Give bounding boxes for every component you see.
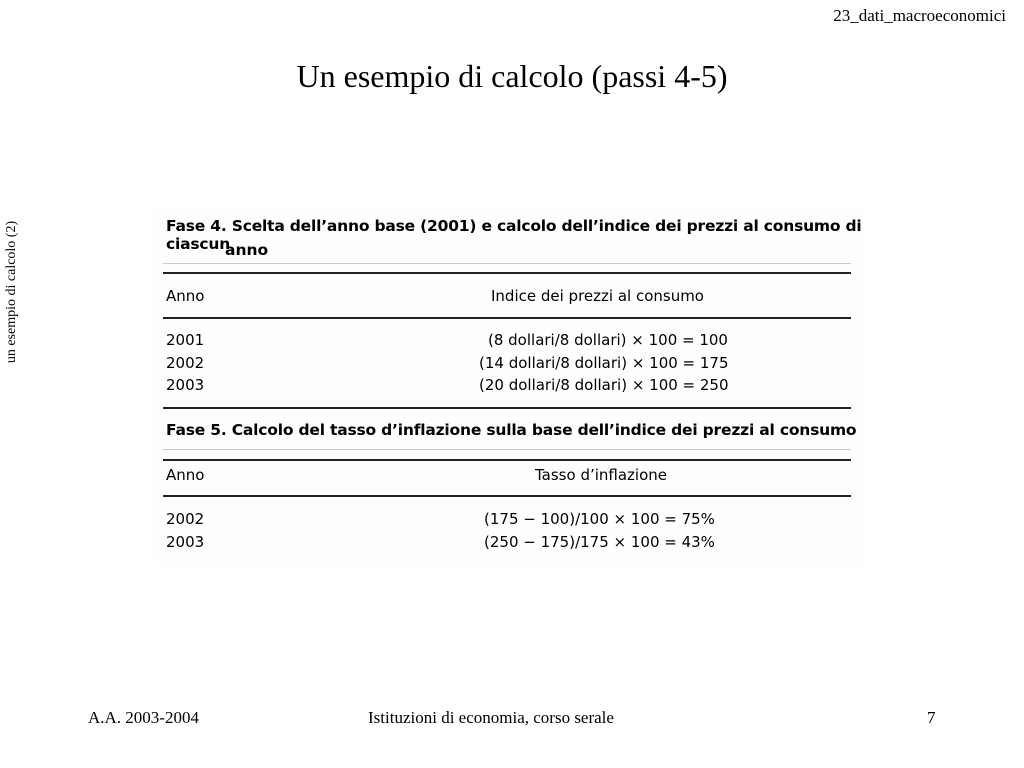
fase4-row-year: 2002 [166, 354, 205, 372]
fase4-row-calc: (20 dollari/8 dollari) × 100 = 250 [479, 376, 729, 394]
side-label: un esempio di calcolo (2) [4, 220, 19, 364]
fase4-title-continued: anno [225, 241, 269, 259]
fase5-col-year: Anno [166, 466, 205, 484]
fase5-col-value: Tasso d’inflazione [535, 466, 668, 484]
fase5-row-year: 2002 [166, 510, 205, 528]
slide-title: Un esempio di calcolo (passi 4-5) [296, 58, 728, 94]
fase4-row-year: 2001 [166, 331, 205, 349]
page-number: 7 [927, 708, 936, 727]
fase5-title: Fase 5. Calcolo del tasso d’inflazione sulla base dell’indice dei prezzi al consumo [166, 421, 857, 439]
fase5-row-calc: (175 − 100)/100 × 100 = 75% [484, 510, 715, 528]
file-label: 23_dati_macroeconomici [833, 6, 1006, 25]
table-rule [163, 495, 851, 497]
scanned-table [155, 205, 865, 565]
table-rule [163, 459, 851, 461]
fase4-row-calc: (14 dollari/8 dollari) × 100 = 175 [479, 354, 729, 372]
footer-course: Istituzioni di economia, corso serale [368, 708, 614, 727]
fase4-title: Fase 4. Scelta dell’anno base (2001) e calcolo dell’indice dei prezzi al consumo di ciascun [166, 217, 862, 253]
fase5-row-year: 2003 [166, 533, 205, 551]
table-rule [163, 407, 851, 409]
fase4-col-value: Indice dei prezzi al consumo [491, 287, 704, 305]
footer-academic-year: A.A. 2003-2004 [88, 708, 199, 727]
fase4-col-year: Anno [166, 287, 205, 305]
fase4-row-year: 2003 [166, 376, 205, 394]
table-rule [163, 272, 851, 274]
table-rule [163, 317, 851, 319]
fase5-row-calc: (250 − 175)/175 × 100 = 43% [484, 533, 715, 551]
fase4-row-calc: (8 dollari/8 dollari) × 100 = 100 [488, 331, 728, 349]
